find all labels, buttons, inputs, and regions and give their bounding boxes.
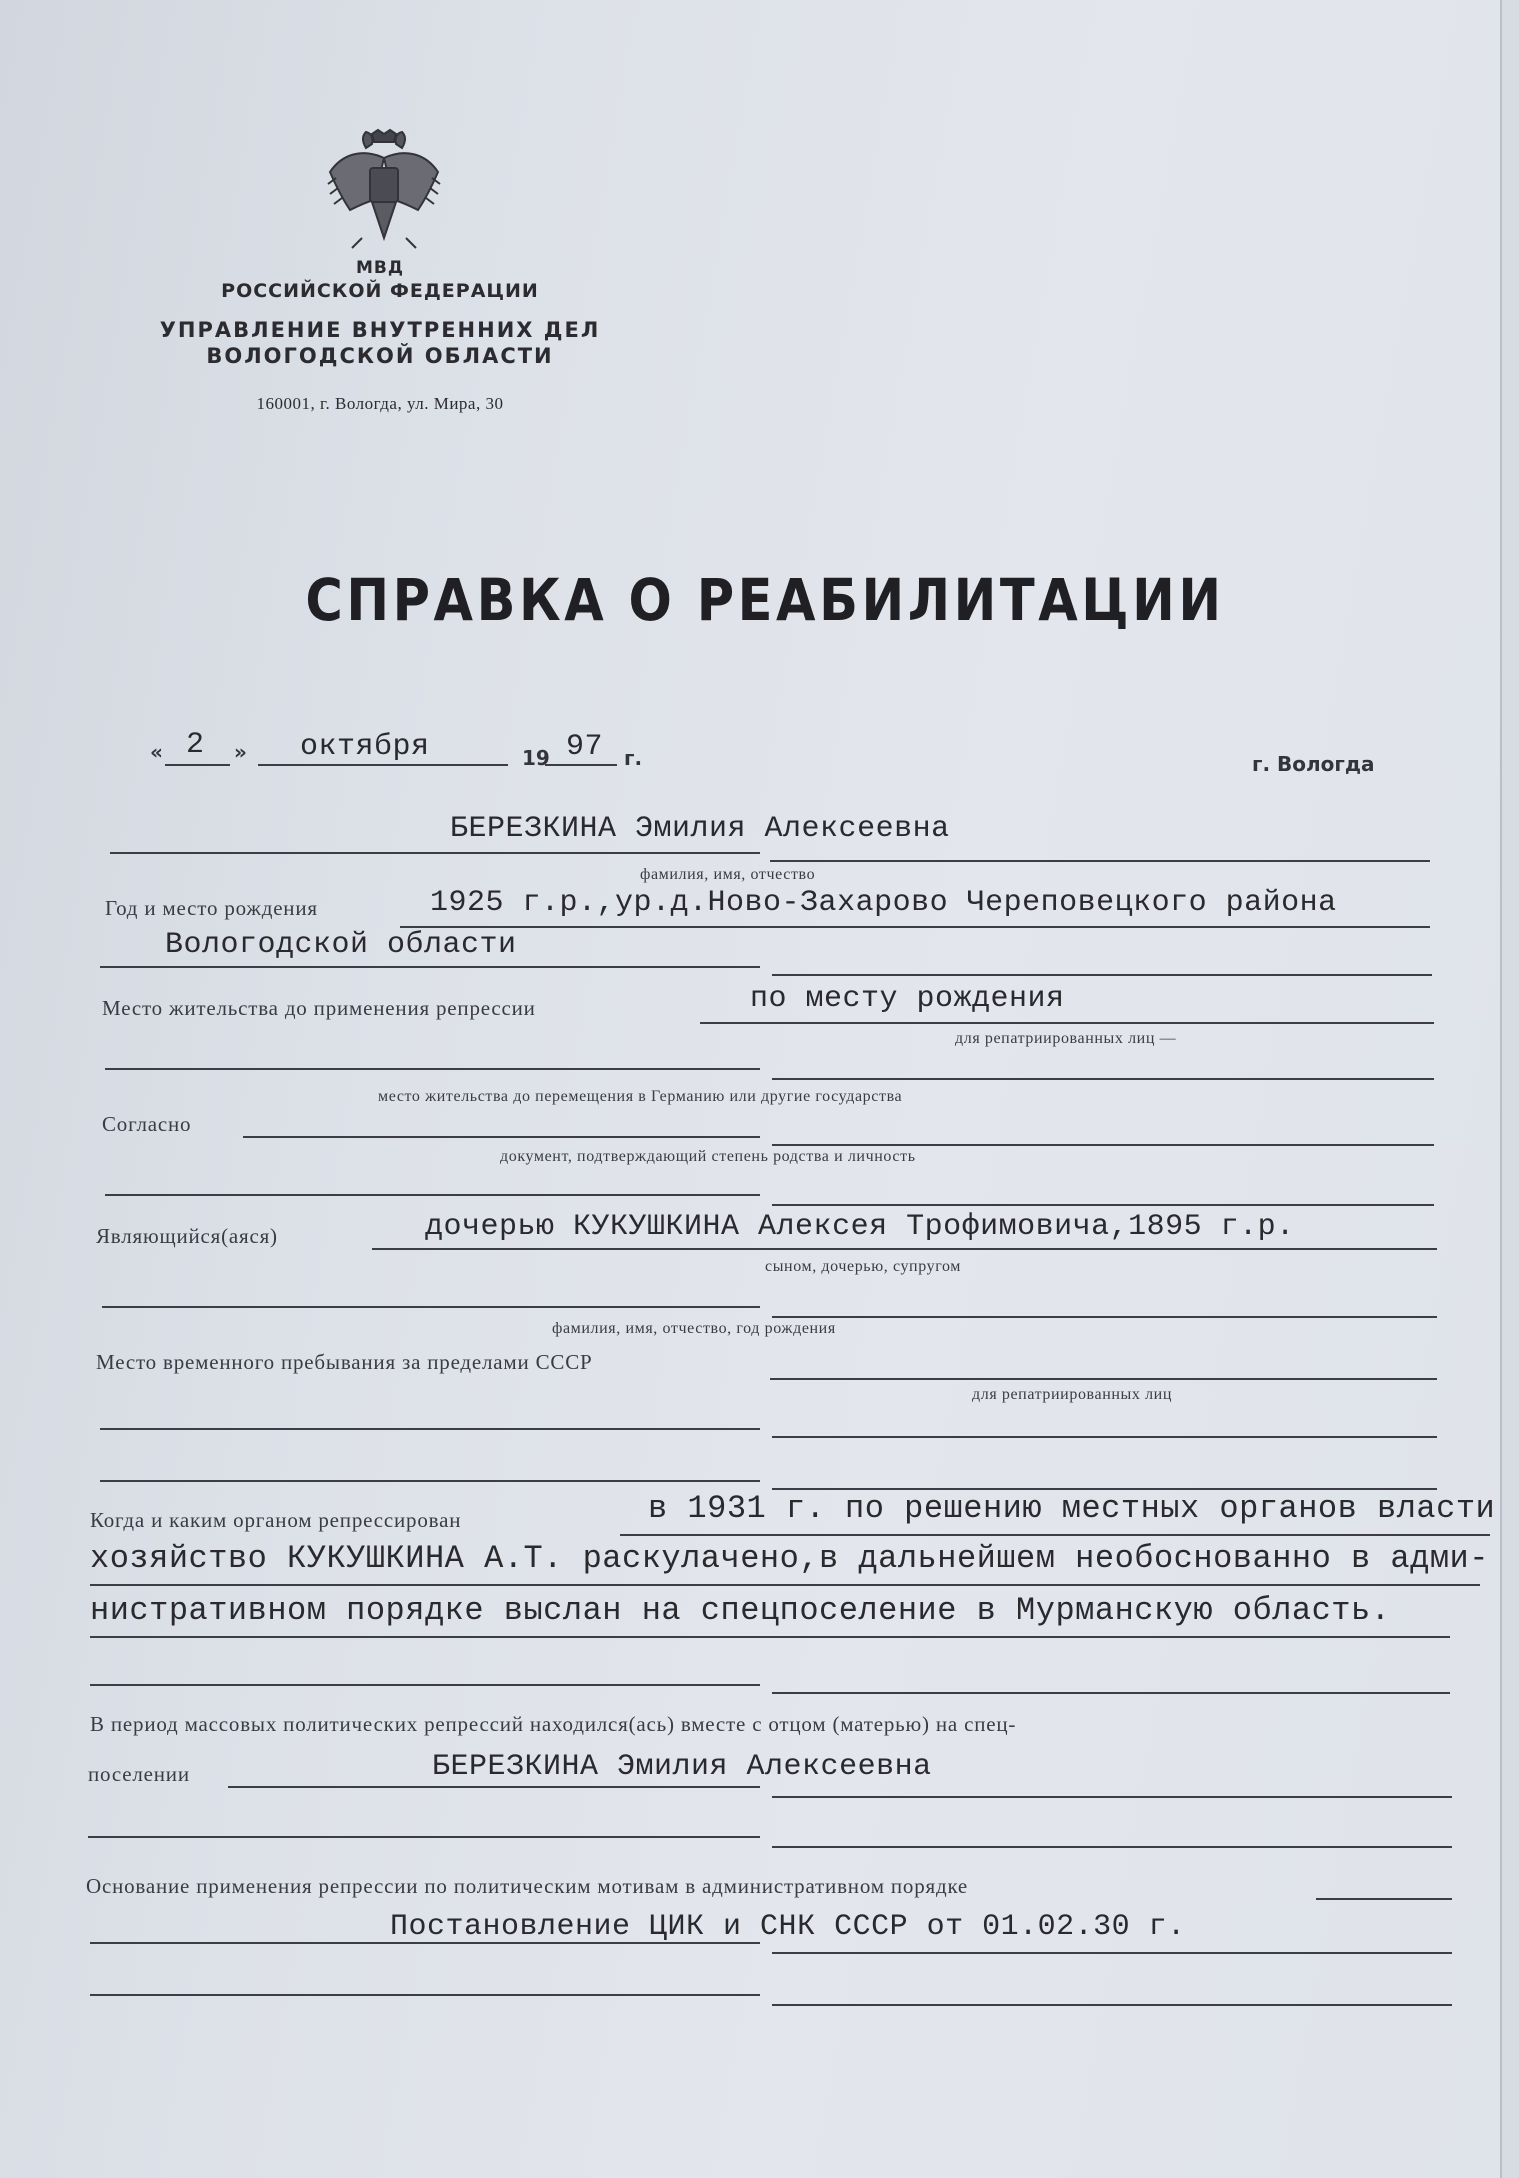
repression-label: Когда и каким органом репрессирован (90, 1508, 462, 1532)
relation-value: дочерью КУКУШКИНА Алексея Трофимовича,1895 г.р. (425, 1210, 1295, 1244)
person-full-name: БЕРЕЗКИНА Эмилия Алексеевна (450, 812, 950, 846)
date-day: 2 (186, 728, 205, 762)
mass-repression-line-2-right (772, 1846, 1452, 1848)
residence-line (700, 1022, 1434, 1024)
date-year-line (545, 764, 617, 766)
according-label: Согласно (102, 1112, 192, 1136)
mass-repression-line-left (228, 1786, 760, 1788)
basis-line-3-right (772, 2004, 1452, 2006)
birth-value-line2: Вологодской области (165, 928, 517, 962)
name-line-right (770, 860, 1430, 862)
date-year-prefix: 19 (522, 746, 550, 770)
basis-value: Постановление ЦИК и СНК СССР от 01.02.30 г. (390, 1910, 1186, 1944)
mass-repression-value: БЕРЕЗКИНА Эмилия Алексеевна (432, 1750, 932, 1784)
mass-repression-line-2-left (88, 1836, 760, 1838)
repression-line-4-right (772, 1692, 1450, 1694)
repression-value-line2: хозяйство КУКУШКИНА А.Т. раскулачено,в дальнейшем необоснованно в адми- (90, 1540, 1489, 1577)
according-line-left (243, 1136, 760, 1138)
mass-repression-line-right (772, 1796, 1452, 1798)
date-month: октября (300, 730, 430, 764)
date-city: г. Вологда (1252, 752, 1375, 776)
residence-line-2-right (772, 1078, 1434, 1080)
according-line-right (772, 1144, 1434, 1146)
repression-line-2 (90, 1584, 1480, 1586)
header-address: 160001, г. Вологда, ул. Мира, 30 (256, 394, 504, 413)
abroad-line-2-right (772, 1436, 1437, 1438)
according-line-2-right (772, 1204, 1434, 1206)
name-caption: фамилия, имя, отчество (640, 866, 816, 883)
basis-line-2-right (772, 1952, 1452, 1954)
residence-label: Место жительства до применения репрессии (102, 996, 536, 1020)
date-year-suffix: г. (624, 746, 643, 770)
relation-caption-name: фамилия, имя, отчество, год рождения (552, 1320, 836, 1337)
basis-line-2-left (90, 1942, 760, 1944)
repression-line-3 (90, 1636, 1450, 1638)
document-title: СПРАВКА О РЕАБИЛИТАЦИИ (305, 566, 1225, 634)
abroad-caption: для репатриированных лиц (972, 1386, 1172, 1403)
date-quote-close: » (234, 740, 247, 764)
birth-value-line1: 1925 г.р.,ур.д.Ново-Захарово Череповецкого района (430, 886, 1337, 920)
residence-caption-repatriated: для репатриированных лиц — (955, 1030, 1177, 1047)
birth-label: Год и место рождения (105, 896, 318, 920)
mass-repression-label-line2: поселении (88, 1762, 190, 1786)
header-country: РОССИЙСКОЙ ФЕДЕРАЦИИ (221, 280, 539, 302)
basis-line-3-left (90, 1994, 760, 1996)
birth-line-1 (400, 926, 1430, 928)
relation-line (372, 1248, 1437, 1250)
repression-line-4-left (90, 1684, 760, 1686)
abroad-label: Место временного пребывания за пределами СССР (96, 1350, 593, 1374)
according-caption: документ, подтверждающий степень родства и личность (500, 1148, 916, 1165)
birth-line-2-left (100, 966, 760, 968)
abroad-line-3-left (100, 1480, 760, 1482)
abroad-line (770, 1378, 1437, 1380)
relation-line-2-right (772, 1316, 1437, 1318)
according-line-2-left (105, 1194, 760, 1196)
residence-value: по месту рождения (750, 982, 1065, 1016)
residence-line-2-left (105, 1068, 760, 1070)
repression-line-1 (620, 1534, 1490, 1536)
paper-edge (1500, 0, 1519, 2178)
basis-label: Основание применения репрессии по политическим мотивам в административном порядке (86, 1874, 969, 1898)
mass-repression-label-line1: В период массовых политических репрессий находился(ась) вместе с отцом (матерью) на спец- (90, 1712, 1017, 1736)
repression-value-line1: в 1931 г. по решению местных органов власти (648, 1490, 1496, 1527)
repression-value-line3: нистративном порядке выслан на спецпоселение в Мурманскую область. (90, 1592, 1391, 1629)
basis-line-1 (1316, 1898, 1452, 1900)
date-month-line (258, 764, 508, 766)
birth-line-2-right (772, 974, 1432, 976)
double-headed-eagle-emblem (322, 128, 446, 252)
header-ministry: МВД (355, 258, 404, 278)
relation-caption-kin: сыном, дочерью, супругом (765, 1258, 961, 1275)
relation-line-2-left (102, 1306, 760, 1308)
residence-caption-moved: место жительства до перемещения в Германию или другие государства (378, 1088, 903, 1105)
name-line-left (110, 852, 760, 854)
date-year: 97 (566, 730, 604, 764)
header-region: ВОЛОГОДСКОЙ ОБЛАСТИ (206, 344, 554, 368)
abroad-line-2-left (100, 1428, 760, 1430)
header-department: УПРАВЛЕНИЕ ВНУТРЕННИХ ДЕЛ (159, 318, 601, 342)
date-day-line (165, 764, 230, 766)
date-quote-open: « (150, 740, 163, 764)
relation-label: Являющийся(аяся) (96, 1224, 278, 1248)
